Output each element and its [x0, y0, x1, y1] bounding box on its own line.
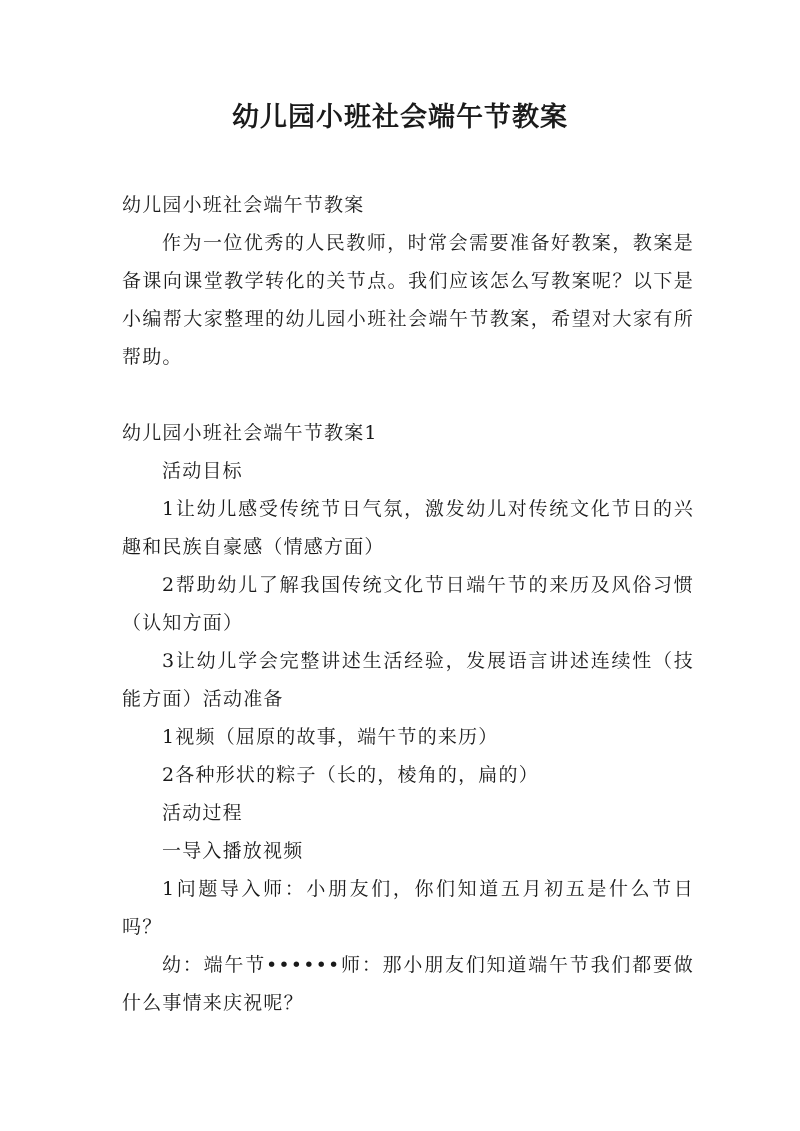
- goal-item: 3让幼儿学会完整讲述生活经验，发展语言讲述连续性（技能方面）活动准备: [122, 650, 694, 710]
- process-heading: 活动过程: [162, 802, 243, 824]
- intro-paragraph: 作为一位优秀的人民教师，时常会需要准备好教案，教案是备课向课堂教学转化的关节点。我们应该怎么写教案呢？以下是小编帮大家整理的幼儿园小班社会端午节教案，希望对大家有所帮助。: [122, 232, 694, 368]
- goal-item: 2帮助幼儿了解我国传统文化节日端午节的来历及风俗习惯（认知方面）: [122, 574, 694, 634]
- intro-heading: 幼儿园小班社会端午节教案: [122, 194, 365, 216]
- step-answer: 幼：端午节••••••师：那小朋友们知道端午节我们都要做什么事情来庆祝呢？: [122, 954, 694, 1014]
- paragraph-spacer: [122, 376, 694, 414]
- goal-item: 1让幼儿感受传统节日气氛，激发幼儿对传统文化节日的兴趣和民族自豪感（情感方面）: [122, 498, 694, 558]
- document-body: [122, 186, 694, 1022]
- step-heading: 一导入播放视频: [162, 840, 304, 862]
- goals-heading: 活动目标: [162, 460, 243, 482]
- document-title: 幼儿园小班社会端午节教案: [232, 102, 568, 133]
- step-question: 1问题导入师：小朋友们，你们知道五月初五是什么节日吗？: [122, 878, 694, 938]
- prep-item: 2各种形状的粽子（长的，棱角的，扁的）: [162, 764, 539, 786]
- section-heading: 幼儿园小班社会端午节教案1: [122, 422, 378, 444]
- prep-item: 1视频（屈原的故事，端午节的来历）: [162, 726, 499, 748]
